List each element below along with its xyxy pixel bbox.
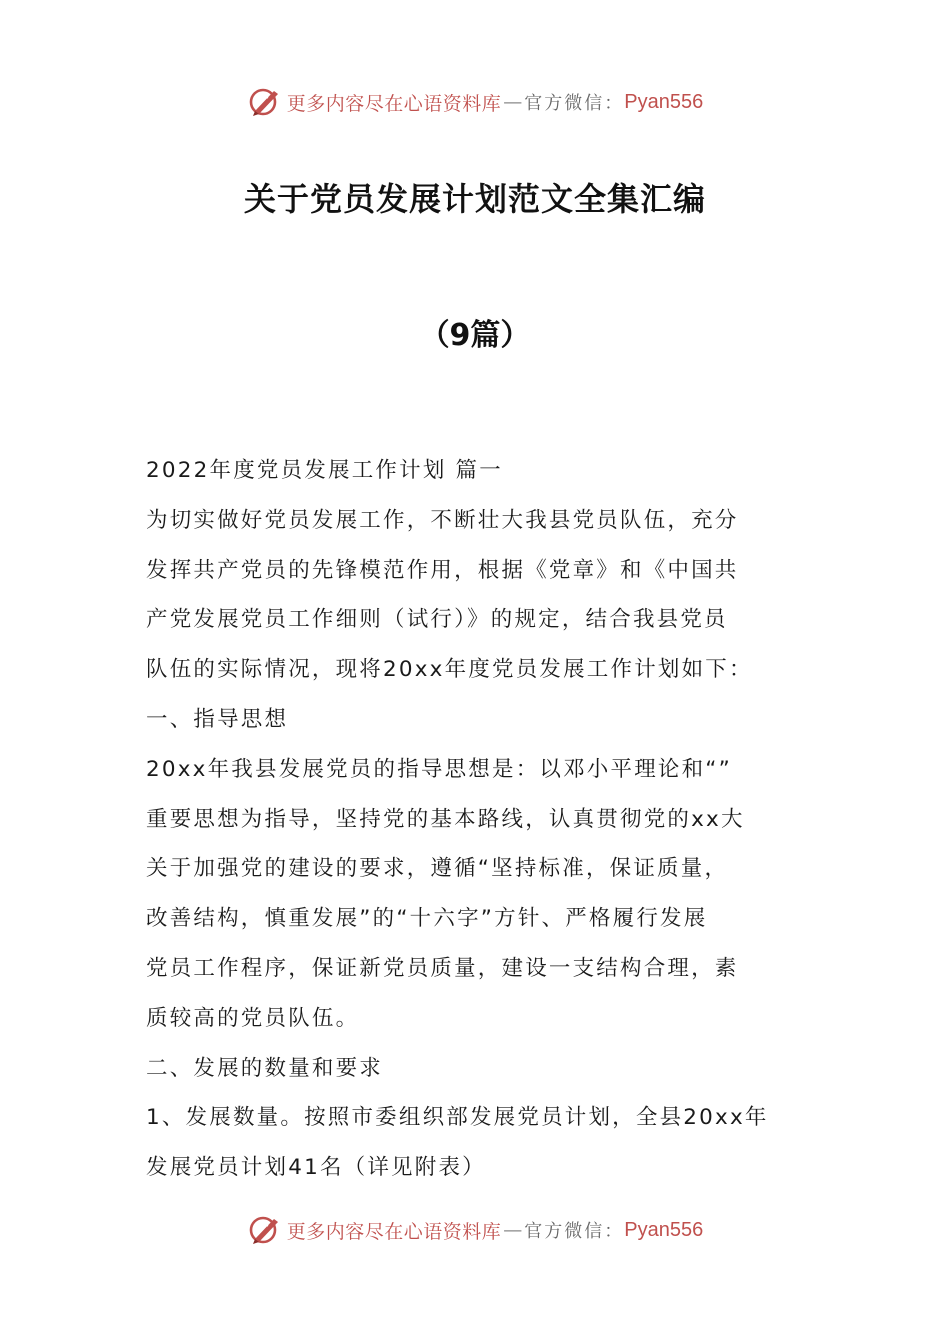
watermark-main-text: 更多内容尽在心语资料库 bbox=[286, 1220, 502, 1243]
document-body bbox=[146, 446, 808, 1193]
watermark-account: Pyan556 bbox=[624, 90, 704, 113]
paragraph-line: 20xx年我县发展党员的指导思想是：以邓小平理论和“” bbox=[146, 756, 732, 782]
paragraph-line: 发展党员计划41名（详见附表） bbox=[146, 1155, 486, 1181]
watermark-main-text: 更多内容尽在心语资料库 bbox=[286, 92, 502, 115]
paragraph-line: 重要思想为指导，坚持党的基本路线，认真贯彻党的xx大 bbox=[146, 806, 745, 832]
document-subtitle: （9篇） bbox=[419, 318, 531, 353]
watermark-label: 官方微信： bbox=[524, 93, 625, 114]
watermark-separator: — bbox=[503, 1219, 523, 1241]
paragraph-line: 改善结构，慎重发展”的“十六字”方针、严格履行发展 bbox=[146, 906, 708, 932]
pen-logo-icon bbox=[247, 1212, 283, 1248]
watermark-account: Pyan556 bbox=[624, 1218, 704, 1241]
paragraph-line: 产党发展党员工作细则（试行）》的规定，结合我县党员 bbox=[146, 607, 728, 633]
watermark-banner-bottom bbox=[0, 1210, 950, 1250]
paragraph-line: 质较高的党员队伍。 bbox=[146, 1005, 360, 1031]
paragraph-line: 发挥共产党员的先锋模范作用，根据《党章》和《中国共 bbox=[146, 557, 739, 583]
watermark-banner-top bbox=[0, 82, 950, 122]
paragraph-line: 1、发展数量。按照市委组织部发展党员计划，全县20xx年 bbox=[146, 1105, 769, 1131]
watermark-separator: — bbox=[503, 91, 523, 113]
section-heading: 2022年度党员发展工作计划 篇一 bbox=[146, 458, 503, 483]
pen-logo-icon bbox=[247, 84, 283, 120]
watermark-label: 官方微信： bbox=[524, 1221, 625, 1242]
paragraph-line: 党员工作程序，保证新党员质量，建设一支结构合理，素 bbox=[146, 955, 739, 981]
paragraph-line: 队伍的实际情况，现将20xx年度党员发展工作计划如下： bbox=[146, 657, 753, 683]
section-heading: 一、指导思想 bbox=[146, 706, 289, 732]
paragraph-line: 为切实做好党员发展工作，不断壮大我县党员队伍，充分 bbox=[146, 507, 739, 533]
document-title: 关于党员发展计划范文全集汇编 bbox=[243, 180, 706, 218]
paragraph-line: 关于加强党的建设的要求，遵循“坚持标准，保证质量， bbox=[146, 856, 729, 882]
section-heading: 二、发展的数量和要求 bbox=[146, 1055, 384, 1081]
